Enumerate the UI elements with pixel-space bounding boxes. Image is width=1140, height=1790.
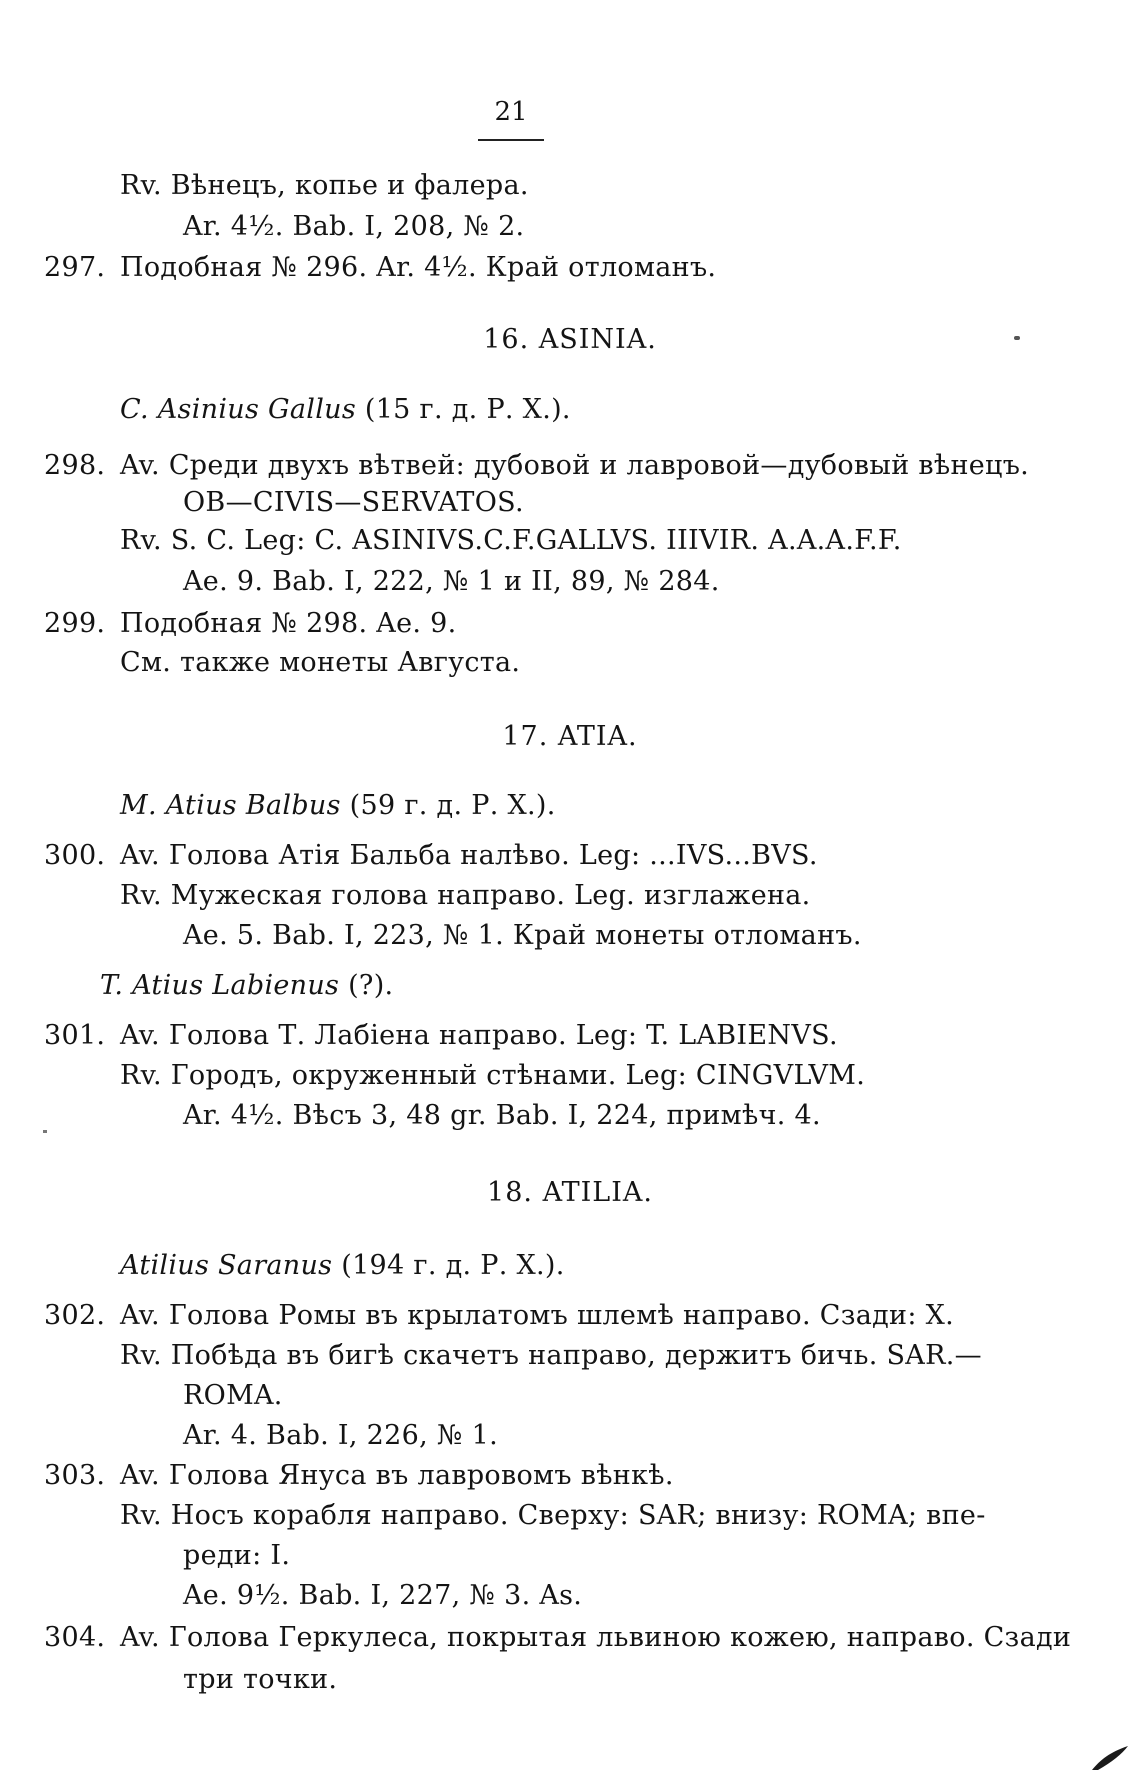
entry-number: 302. [44, 1300, 106, 1331]
entry-text: три точки. [183, 1664, 338, 1695]
text-line: Rv. Вѣнецъ, копье и фалера. [120, 170, 529, 201]
text-line: См. также монеты Августа. [120, 647, 521, 678]
entry-text: OB—CIVIS—SERVATOS. [183, 487, 524, 518]
person-name: M. Atius Balbus [120, 790, 341, 821]
entry-text: Rv. S. C. Leg: C. ASINIVS.C.F.GALLVS. IIIVIR. A.A.A.F.F. [120, 525, 902, 556]
entry-text: Rv. Побѣда въ бигѣ скачетъ направо, держитъ бичь. SAR.— [120, 1340, 982, 1371]
page-number-rule [478, 139, 544, 141]
entry-text: Av. Голова Атія Бальба налѣво. Leg: ...IVS...BVS. [120, 840, 818, 871]
entry-text: Av. Голова Т. Лабіена направо. Leg: T. LABIENVS. [120, 1020, 838, 1051]
entry-number: 304. [44, 1622, 106, 1653]
person-name: Atilius Saranus [120, 1250, 333, 1281]
entry-text: Подобная № 298. Ae. 9. [120, 608, 457, 639]
entry-number: 301. [44, 1020, 106, 1051]
page-number: 21 [494, 97, 528, 127]
text-line: Ar. 4½. Bab. I, 208, № 2. [183, 211, 525, 242]
entry-number: 299. [44, 608, 106, 639]
section-heading: 18. ATILIA. [487, 1177, 653, 1208]
entry-text: Ar. 4½. Вѣсъ 3, 48 gr. Bab. I, 224, примѣч. 4. [183, 1100, 821, 1131]
corner-ink-mark [1090, 1742, 1130, 1772]
entry-text: Av. Голова Ромы въ крылатомъ шлемѣ направо. Сзади: X. [120, 1300, 955, 1331]
stray-mark [43, 1130, 47, 1133]
entry-text: Av. Голова Геркулеса, покрытая львиною кожею, направо. Сзади [120, 1622, 1072, 1653]
person-name: T. Atius Labienus [100, 970, 340, 1001]
person-date: (15 г. д. Р. Х.). [364, 394, 571, 425]
entry-number: 303. [44, 1460, 106, 1491]
entry-text: Ae. 5. Bab. I, 223, № 1. Край монеты отломанъ. [183, 920, 862, 951]
entry-text: Rv. Мужеская голова направо. Leg. изглажена. [120, 880, 811, 911]
person-date: (194 г. д. Р. Х.). [341, 1250, 565, 1281]
person-heading [120, 392, 571, 428]
entry-text: Rv. Носъ корабля направо. Сверху: SAR; внизу: ROMA; впе- [120, 1500, 986, 1531]
entry-number: 297. [44, 252, 106, 283]
person-date: (59 г. д. Р. Х.). [349, 790, 556, 821]
person-date: (?). [348, 970, 394, 1001]
person-heading [120, 788, 556, 824]
entry-text: Ae. 9½. Bab. I, 227, № 3. As. [183, 1580, 583, 1611]
entry-text: Av. Среди двухъ вѣтвей: дубовой и лавровой—дубовый вѣнецъ. [120, 450, 1030, 481]
entry-text: Rv. Городъ, окруженный стѣнами. Leg: CINGVLVM. [120, 1060, 866, 1091]
entry-text: реди: I. [183, 1540, 291, 1571]
entry-text: Ar. 4. Bab. I, 226, № 1. [183, 1420, 498, 1451]
person-heading [120, 1248, 565, 1284]
entry-text: ROMA. [183, 1380, 283, 1411]
person-heading [100, 968, 393, 1004]
stray-mark [1014, 336, 1020, 340]
section-heading: 16. ASINIA. [483, 324, 657, 355]
person-name: C. Asinius Gallus [120, 394, 356, 425]
entry-number: 298. [44, 450, 106, 481]
section-heading: 17. ATIA. [502, 721, 638, 752]
entry-number: 300. [44, 840, 106, 871]
entry-text: Ae. 9. Bab. I, 222, № 1 и II, 89, № 284. [183, 566, 720, 597]
entry-text: Подобная № 296. Ar. 4½. Край отломанъ. [120, 252, 717, 283]
entry-text: Av. Голова Януса въ лавровомъ вѣнкѣ. [120, 1460, 674, 1491]
